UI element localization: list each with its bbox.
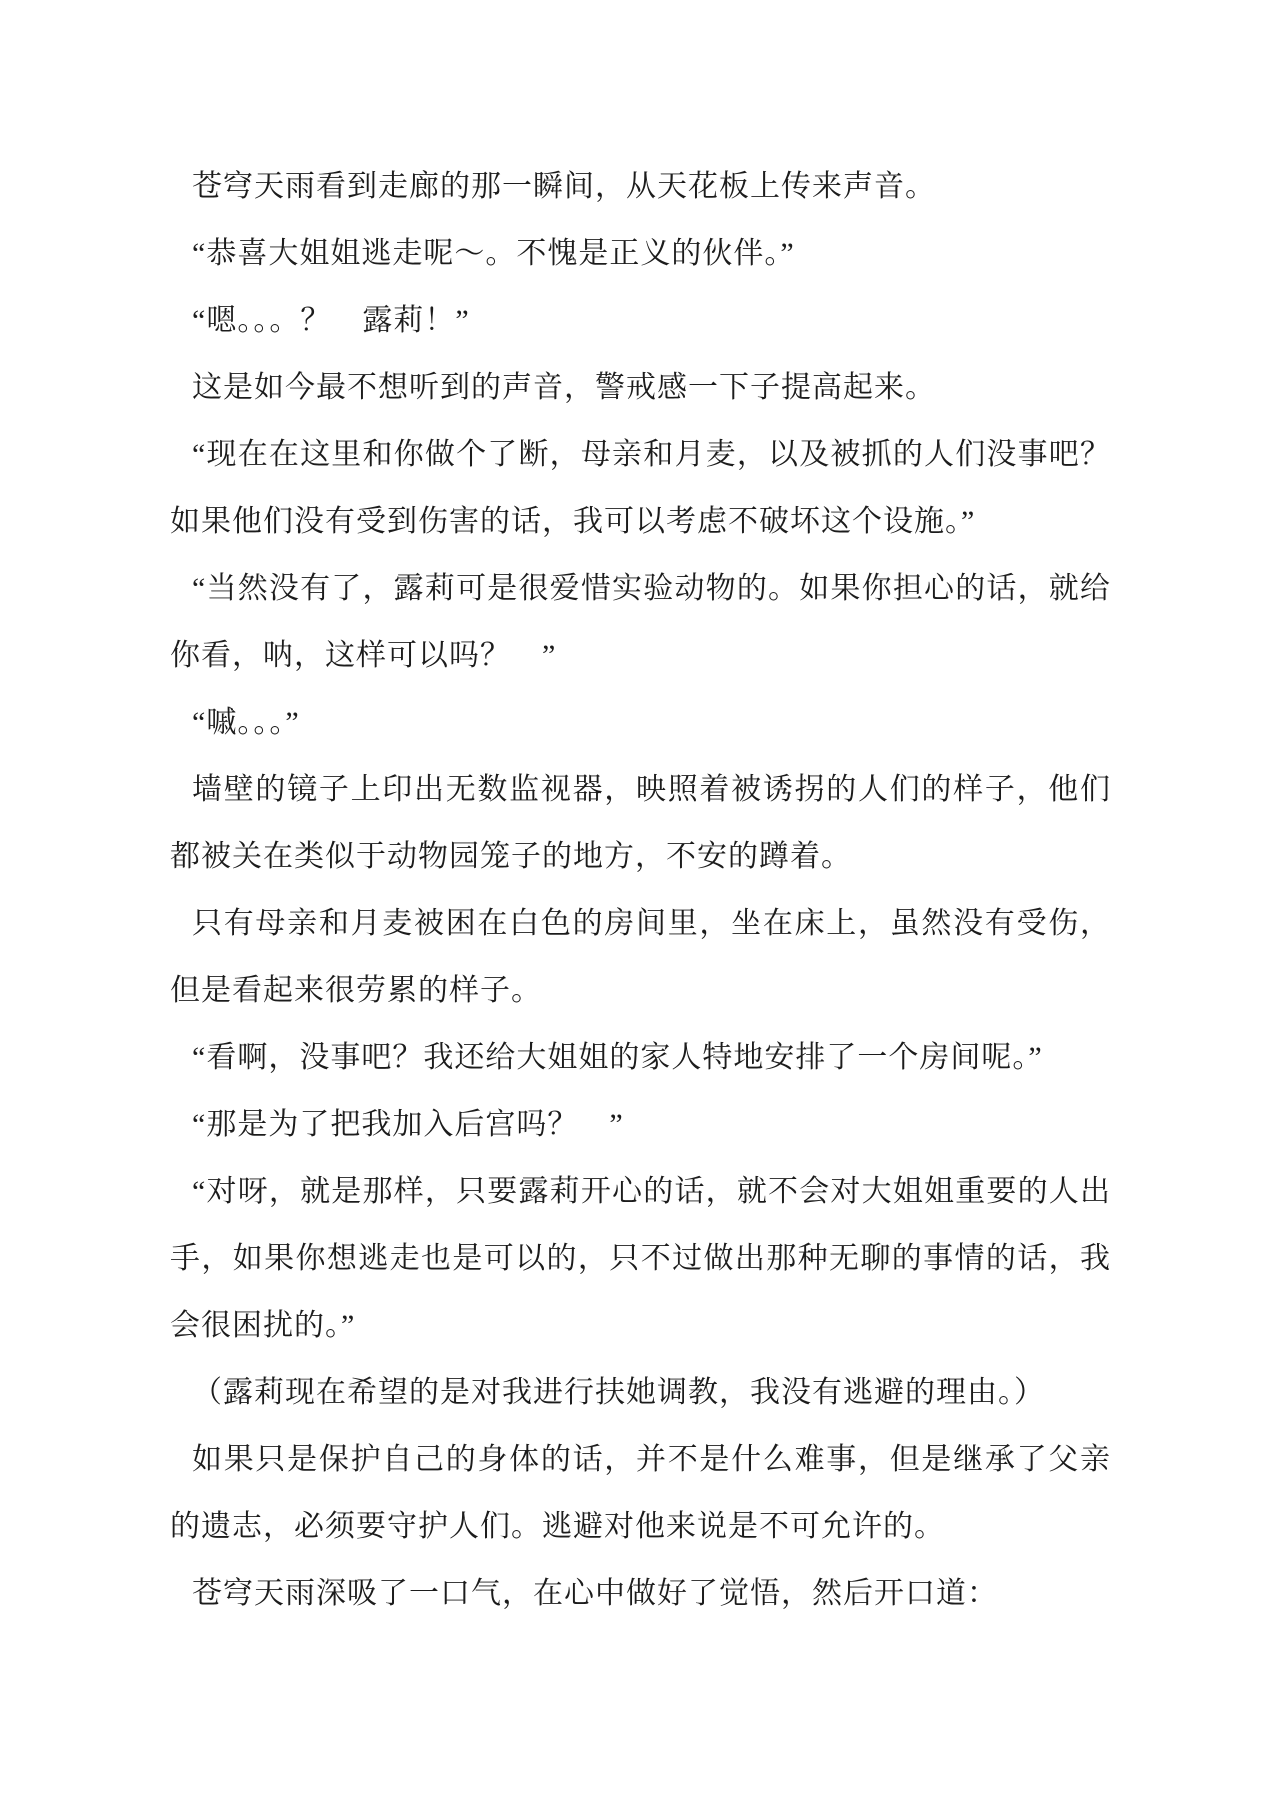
paragraph: “嗯。。。？ 露莉！” [192, 304, 470, 337]
novel-text-column [170, 153, 1111, 1627]
paragraph: “对呀，就是那样，只要露莉开心的话，就不会对大姐姐重要的人出手，如果你想逃走也是可以的，只不过做出那种无聊的事情的话，我会很困扰的。” [170, 1175, 1111, 1342]
paragraph: 如果只是保护自己的身体的话，并不是什么难事，但是继承了父亲的遗志，必须要守护人们。逃避对他来说是不可允许的。 [170, 1443, 1111, 1543]
paragraph: “恭喜大姐姐逃走呢～。不愧是正义的伙伴。” [192, 237, 795, 270]
paragraph: “当然没有了，露莉可是很爱惜实验动物的。如果你担心的话，就给你看，呐，这样可以吗？ ” [170, 572, 1111, 672]
paragraph: 墙壁的镜子上印出无数监视器，映照着被诱拐的人们的样子，他们都被关在类似于动物园笼子的地方，不安的蹲着。 [170, 773, 1111, 873]
paragraph: 这是如今最不想听到的声音，警戒感一下子提高起来。 [192, 371, 936, 404]
paragraph: 苍穹天雨深吸了一口气，在心中做好了觉悟，然后开口道： [192, 1577, 998, 1610]
paragraph: “看啊，没事吧？我还给大姐姐的家人特地安排了一个房间呢。” [192, 1041, 1043, 1074]
paragraph: 苍穹天雨看到走廊的那一瞬间，从天花板上传来声音。 [192, 170, 936, 203]
paragraph: “现在在这里和你做个了断，母亲和月麦，以及被抓的人们没事吧？如果他们没有受到伤害的话，我可以考虑不破坏这个设施。” [170, 438, 1111, 538]
paragraph: “那是为了把我加入后宫吗？ ” [192, 1108, 624, 1141]
paragraph: （露莉现在希望的是对我进行扶她调教，我没有逃避的理由。） [192, 1376, 1045, 1409]
paragraph: 只有母亲和月麦被困在白色的房间里，坐在床上，虽然没有受伤，但是看起来很劳累的样子。 [170, 907, 1111, 1007]
paragraph: “嘁。。。” [192, 706, 300, 739]
